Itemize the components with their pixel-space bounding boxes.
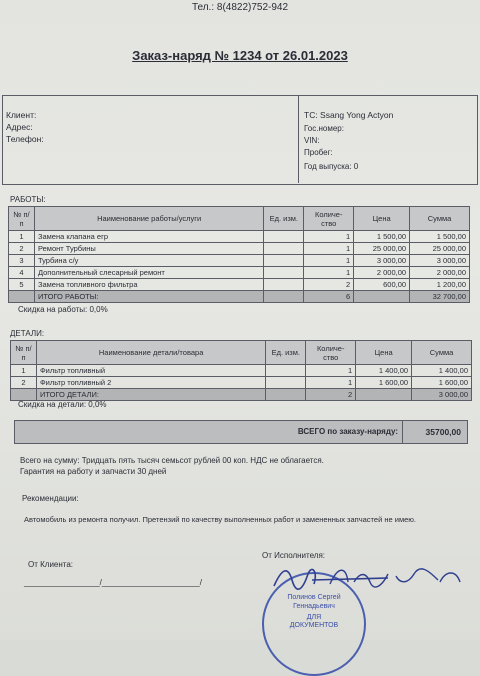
table-cell: 1 <box>11 365 37 377</box>
col-header: Ед. изм. <box>266 341 306 365</box>
table-cell: 2 <box>11 377 37 389</box>
table-row <box>9 279 470 291</box>
col-header: Цена <box>354 207 410 231</box>
table-row <box>9 267 470 279</box>
total-in-words: Всего на сумму: Тридцать пять тысяч семьсот рублей 00 коп. НДС не облагается. <box>20 456 324 465</box>
table-cell: 2 000,00 <box>410 267 470 279</box>
table-cell: 5 <box>9 279 35 291</box>
stamp-text: Полинов Сергей <box>287 594 341 601</box>
col-header: Ед. изм. <box>264 207 304 231</box>
works-header-row <box>9 207 470 231</box>
table-cell <box>264 243 304 255</box>
table-cell: Дополнительный слесарный ремонт <box>34 267 263 279</box>
table-cell: 3 000,00 <box>354 255 410 267</box>
table-cell: 1 <box>304 243 354 255</box>
table-cell: 1 <box>304 267 354 279</box>
table-row <box>9 255 470 267</box>
vin-label: VIN: <box>304 136 320 145</box>
acceptance-text: Автомобиль из ремонта получил. Претензий по качеству выполненных работ и замененных запчастей не имею. <box>24 515 416 524</box>
col-header: Количе- ство <box>306 341 356 365</box>
table-cell <box>264 255 304 267</box>
total-cell <box>11 389 37 401</box>
total-cell: ИТОГО РАБОТЫ: <box>34 291 263 303</box>
vehicle-name: ТС: Ssang Yong Actyon <box>304 110 394 120</box>
total-row <box>9 291 470 303</box>
table-cell: Фильтр топливный <box>36 365 265 377</box>
total-cell: 32 700,00 <box>410 291 470 303</box>
warranty-text: Гарантия на работу и запчасти 30 дней <box>20 467 167 476</box>
table-row <box>9 243 470 255</box>
client-signature-line: _________________/______________________/ <box>24 578 202 587</box>
works-section-label: РАБОТЫ: <box>10 195 46 204</box>
recommendations-label: Рекомендации: <box>22 494 79 503</box>
client-label: Клиент: <box>6 110 37 120</box>
table-cell: 600,00 <box>354 279 410 291</box>
table-cell: 1 400,00 <box>356 365 412 377</box>
total-cell: 3 000,00 <box>412 389 472 401</box>
phone-number: Тел.: 8(4822)752-942 <box>191 2 289 13</box>
table-cell: 2 <box>9 243 35 255</box>
table-cell: 1 400,00 <box>412 365 472 377</box>
table-cell: 1 <box>304 255 354 267</box>
table-cell <box>264 231 304 243</box>
parts-table <box>10 340 472 401</box>
total-cell: 6 <box>304 291 354 303</box>
table-cell: 1 <box>306 365 356 377</box>
col-header: № п/п <box>9 207 35 231</box>
contractor-signature-label: От Исполнителя: <box>262 551 325 560</box>
table-cell <box>264 267 304 279</box>
stamp-text: Геннадьевич <box>293 603 335 610</box>
table-cell: 2 <box>304 279 354 291</box>
col-header: Количе- ство <box>304 207 354 231</box>
grand-total-value: 35700,00 <box>425 427 461 437</box>
table-cell: 25 000,00 <box>410 243 470 255</box>
table-row <box>9 231 470 243</box>
stamp-text: ДОКУМЕНТОВ <box>289 622 339 629</box>
col-header: Наименование детали/товара <box>36 341 265 365</box>
plate-label: Гос.номер: <box>304 124 344 133</box>
total-cell: ИТОГО ДЕТАЛИ: <box>36 389 265 401</box>
table-cell: Фильтр топливный 2 <box>36 377 265 389</box>
works-table <box>8 206 470 303</box>
table-cell: 1 500,00 <box>354 231 410 243</box>
mileage-label: Пробег: <box>304 148 333 157</box>
table-cell: 4 <box>9 267 35 279</box>
table-cell: Замена клапана егр <box>34 231 263 243</box>
col-header: Сумма <box>410 207 470 231</box>
table-cell: 1 600,00 <box>356 377 412 389</box>
table-cell: 1 <box>306 377 356 389</box>
total-cell <box>354 291 410 303</box>
col-header: Наименование работы/услуги <box>34 207 263 231</box>
vehicle-divider <box>298 95 299 183</box>
parts-header-row <box>11 341 472 365</box>
total-cell <box>9 291 35 303</box>
total-cell: 2 <box>306 389 356 401</box>
table-cell: 2 000,00 <box>354 267 410 279</box>
page-title: Заказ-наряд № 1234 от 26.01.2023 <box>132 48 348 63</box>
address-label: Адрес: <box>6 122 33 132</box>
total-row <box>11 389 472 401</box>
stamp-text: ДЛЯ <box>306 614 322 621</box>
table-cell: Замена топливного фильтра <box>34 279 263 291</box>
client-signature-label: От Клиента: <box>28 560 74 569</box>
grand-total-row <box>14 420 468 444</box>
total-cell <box>264 291 304 303</box>
phone-label: Телефон: <box>6 134 44 144</box>
grand-total-label: ВСЕГО по заказу-наряду: <box>15 421 403 443</box>
table-cell: 1 500,00 <box>410 231 470 243</box>
table-cell: 1 600,00 <box>412 377 472 389</box>
table-cell: 25 000,00 <box>354 243 410 255</box>
table-cell: 3 <box>9 255 35 267</box>
table-row <box>11 377 472 389</box>
table-cell: 1 <box>304 231 354 243</box>
col-header: № п/п <box>11 341 37 365</box>
table-cell: Ремонт Турбины <box>34 243 263 255</box>
table-cell: 1 200,00 <box>410 279 470 291</box>
works-discount: Скидка на работы: 0,0% <box>18 305 108 314</box>
table-row <box>11 365 472 377</box>
col-header: Цена <box>356 341 412 365</box>
table-cell <box>266 377 306 389</box>
total-cell <box>356 389 412 401</box>
parts-discount: Скидка на детали: 0,0% <box>18 400 107 409</box>
table-cell <box>264 279 304 291</box>
table-cell: Турбина с/у <box>34 255 263 267</box>
table-cell: 3 000,00 <box>410 255 470 267</box>
parts-section-label: ДЕТАЛИ: <box>10 329 45 338</box>
client-vehicle-box <box>2 95 478 185</box>
table-cell: 1 <box>9 231 35 243</box>
year-label: Год выпуска: 0 <box>304 162 359 171</box>
col-header: Сумма <box>412 341 472 365</box>
handwritten-signature <box>268 562 468 602</box>
table-cell <box>266 365 306 377</box>
total-cell <box>266 389 306 401</box>
